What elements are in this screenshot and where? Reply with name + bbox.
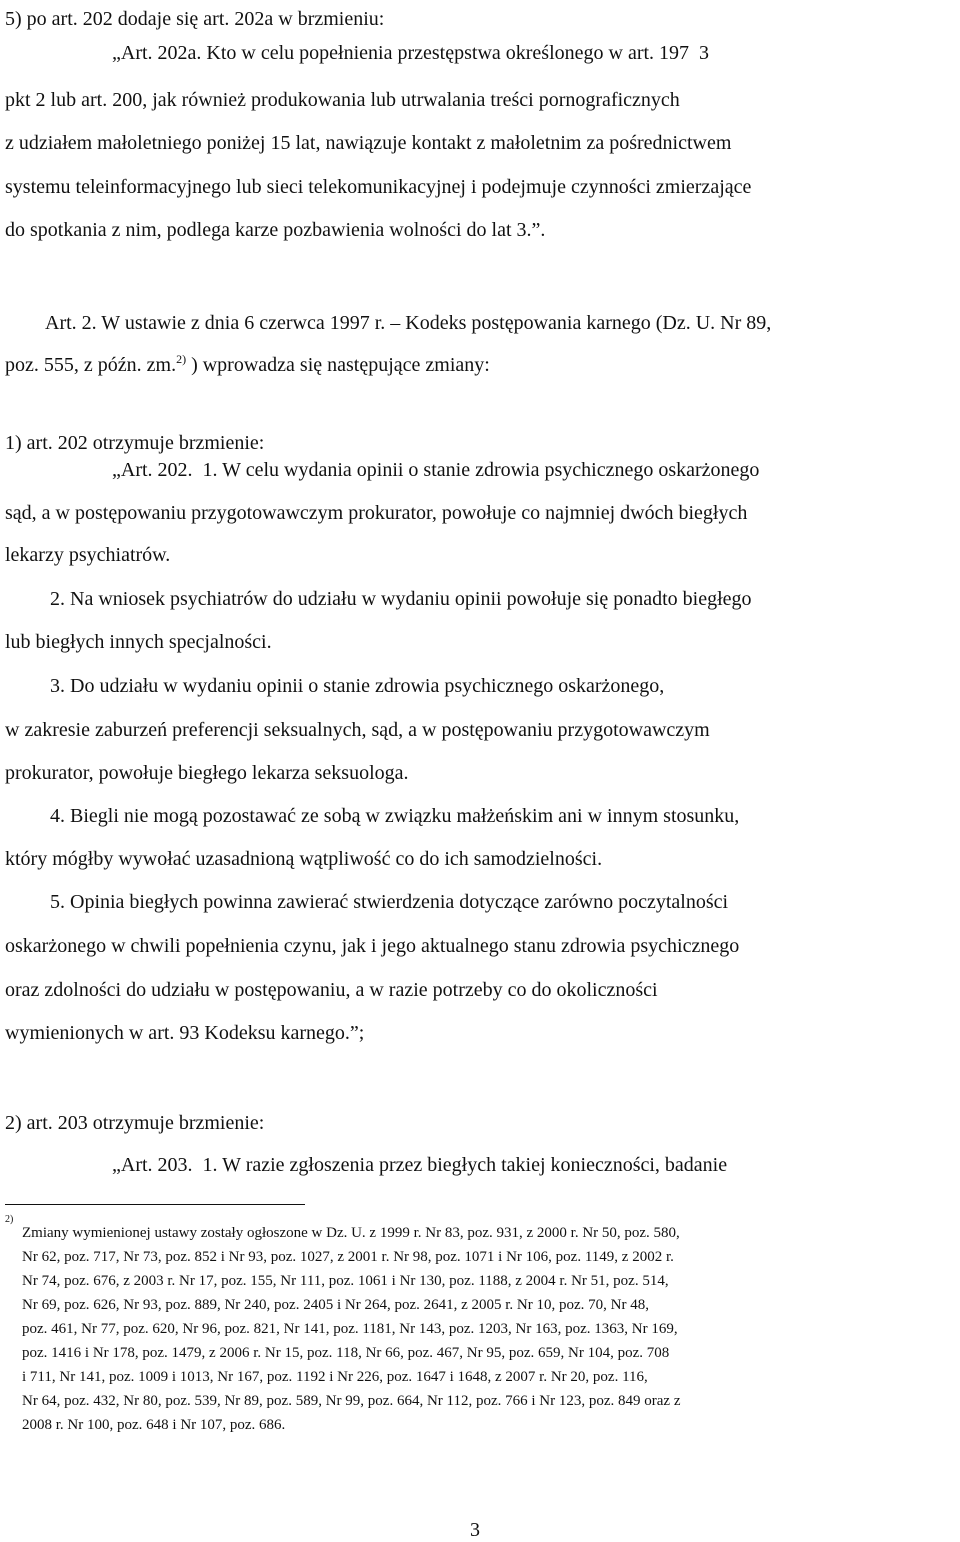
body-line: z udziałem małoletniego poniżej 15 lat, nawiązuje kontakt z małoletnim za pośrednictwem [5,132,732,154]
paragraph-3: ​ 3. Do udziału w wydaniu opinii o stanie zdrowia psychicznego oskarżonego, [45,675,665,697]
body-line: wymienionych w art. 93 Kodeksu karnego.”; [5,1022,365,1044]
footnote-line: Nr 62, poz. 717, Nr 73, poz. 852 i Nr 93, poz. 1027, z 2001 r. Nr 98, poz. 1071 i Nr 106, poz. 1149, z 2002 r. [22,1249,674,1265]
art-203-text: „Art. 203. ​ 1. W razie zgłoszenia przez biegłych takiej konieczności, badanie [112,1154,728,1176]
page-number: 3 [470,1519,480,1541]
amendment-item-1: 1) art. 202 otrzymuje brzmienie: [5,432,265,454]
paragraph-2: ​ 2. Na wniosek psychiatrów do udziału w wydaniu opinii powołuje się ponadto biegłego [45,588,752,610]
body-line: lub biegłych innych specjalności. [5,631,272,653]
amendment-item-5: 5) po art. 202 dodaje się art. 202a w brzmieniu: [5,8,385,30]
footnote-line: Nr 69, poz. 626, Nr 93, poz. 889, Nr 240, poz. 2405 i Nr 264, poz. 2641, z 2005 r. Nr 10, poz. 70, Nr 48, [22,1297,649,1313]
art-2-continued: poz. 555, z późn. zm.$^{2)}$ ) wprowadza się następujące zmiany: [5,352,490,376]
footnote-marker: 2) [5,1214,14,1225]
body-line: do spotkania z nim, podlega karze pozbawienia wolności do lat 3.”. [5,219,546,241]
footnote-line: Nr 64, poz. 432, Nr 80, poz. 539, Nr 89, poz. 589, Nr 99, poz. 664, Nr 112, poz. 766 i Nr 123, poz. 849 oraz z [22,1393,681,1409]
body-line: lekarzy psychiatrów. [5,544,171,566]
art-2-heading: Art. 2. W ustawie z dnia 6 czerwca 1997 r. – Kodeks postępowania karnego (Dz. U. Nr 89, [45,312,772,334]
body-line: prokurator, powołuje biegłego lekarza seksuologa. [5,762,409,784]
body-line: oraz zdolności do udziału w postępowaniu, a w razie potrzeby co do okoliczności [5,979,658,1001]
body-line: który mógłby wywołać uzasadnioną wątpliwość co do ich samodzielności. [5,848,603,870]
footnote-line: 2008 r. Nr 100, poz. 648 i Nr 107, poz. 686. [22,1417,286,1433]
paragraph-5: ​ 5. Opinia biegłych powinna zawierać stwierdzenia dotyczące zarówno poczytalności [45,891,729,913]
body-line: w zakresie zaburzeń preferencji seksualnych, sąd, a w postępowaniu przygotowawczym [5,719,710,741]
body-line: systemu teleinformacyjnego lub sieci telekomunikacyjnej i podejmuje czynności zmierzające [5,176,752,198]
art-202a-text: „Art. 202a. Kto w celu popełnienia przestępstwa określonego w art. 197 ​ 3 [112,42,710,64]
footnote-line: poz. 461, Nr 77, poz. 620, Nr 96, poz. 821, Nr 141, poz. 1181, Nr 143, poz. 1203, Nr 163, poz. 1363, Nr 169, [22,1321,678,1337]
body-line: pkt 2 lub art. 200, jak również produkowania lub utrwalania treści pornograficznych [5,89,680,111]
paragraph-4: ​ 4. Biegli nie mogą pozostawać ze sobą w związku małżeńskim ani w innym stosunku, [45,805,740,827]
footnote-line: Nr 74, poz. 676, z 2003 r. Nr 17, poz. 155, Nr 111, poz. 1061 i Nr 130, poz. 1188, z 2004 r. Nr 51, poz. 514, [22,1273,669,1289]
footnote-reference: 2) [176,352,187,366]
footnote-line: i 711, Nr 141, poz. 1009 i 1013, Nr 167, poz. 1192 i Nr 226, poz. 1647 i 1648, z 2007 r. Nr 20, poz. 116, [22,1369,648,1385]
body-line: sąd, a w postępowaniu przygotowawczym prokurator, powołuje co najmniej dwóch biegłych [5,502,748,524]
art-202-text: „Art. 202. ​ 1. W celu wydania opinii o stanie zdrowia psychicznego oskarżonego [112,459,760,481]
footnote-line: poz. 1416 i Nr 178, poz. 1479, z 2006 r. Nr 15, poz. 118, Nr 66, poz. 467, Nr 95, poz. 659, Nr 104, poz. 708 [22,1345,670,1361]
body-line: oskarżonego w chwili popełnienia czynu, jak i jego aktualnego stanu zdrowia psychicznego [5,935,740,957]
footnote-line: Zmiany wymienionej ustawy zostały ogłoszone w Dz. U. z 1999 r. Nr 83, poz. 931, z 2000 r. Nr 50, poz. 580, [22,1225,680,1241]
footnote-separator [5,1204,305,1205]
amendment-item-2: 2) art. 203 otrzymuje brzmienie: [5,1112,265,1134]
